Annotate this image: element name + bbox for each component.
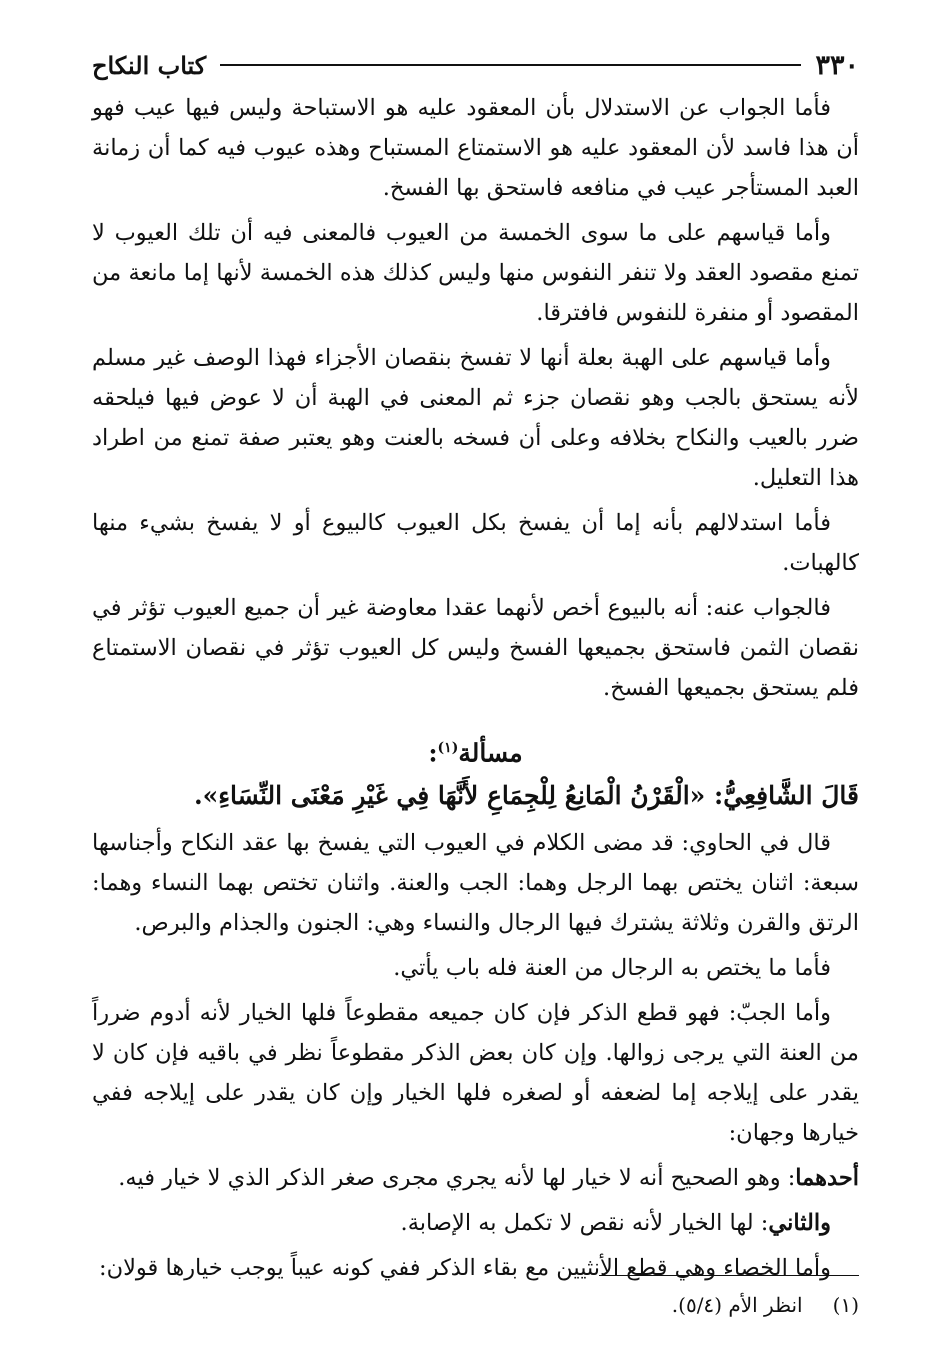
option-lead: أحدهما (795, 1165, 859, 1192)
paragraph: فأما ما يختص به الرجال من العنة فله باب يأتي. (393, 955, 831, 982)
option-lead: والثاني (768, 1210, 831, 1237)
paragraph: فالجواب عنه: أنه بالبيوع أخص لأنهما عقدا معاوضة غير أن جميع العيوب تؤثر في نقصان الثمن فاستحق بجميعها الفسخ وليس كل العيوب تؤثر في نقصان الاستمتاع فلم يستحق بجميعها الفسخ. (92, 595, 859, 701)
option-second (92, 1203, 859, 1243)
page-number: ٣٣٠ (815, 49, 859, 81)
page-body (92, 88, 859, 1282)
book-title: كتاب النكاح (92, 50, 207, 80)
paragraph: وأما قياسهم على الهبة بعلة أنها لا تفسخ بنقصان الأجزاء فهذا الوصف غير مسلم لأنه يستحق بالجب وهو نقصان جزء ثم المعنى في الهبة أن لا عوض فيها فيلحقه ضرر بالعيب والنكاح بخلافه وعلى أن فسخه بالعنت وهو يعتبر صفة تمنع من اطراد هذا التعليل. (92, 345, 859, 491)
paragraph: فأما الجواب عن الاستدلال بأن المعقود عليه هو الاستباحة وليس فيها عيب فهو أن هذا فاسد لأن المعقود عليه هو الاستمتاع المستباح وهذه عيوب فيه كما أن زمانة العبد المستأجر عيب في منافعه فاستحق بها الفسخ. (92, 95, 859, 201)
masala-title: مسألة (458, 738, 523, 768)
option-text: : لها الخيار لأنه نقص لا تكمل به الإصابة. (400, 1210, 769, 1237)
option-first (92, 1158, 859, 1198)
paragraph: فأما استدلالهم بأنه إما أن يفسخ بكل العيوب كالبيوع أو لا يفسخ بشيء منها كالهبات. (92, 510, 859, 576)
footnote-text: انظر الأم (٥/٤). (671, 1293, 803, 1317)
header-rule (220, 64, 801, 66)
masala-heading (92, 728, 859, 773)
paragraph: وأما الخصاء وهي قطع الأنثيين مع بقاء الذكر ففي كونه عيباً يوجب خيارها قولان: (99, 1255, 831, 1282)
shafii-quote: قَالَ الشَّافِعِيُّ: «الْقَرْنُ الْمَانِعُ لِلْجِمَاعِ لأَنَّهَا فِي غَيْرِ مَعْنَى النِّسَاءِ». (193, 781, 859, 811)
paragraph: وأما الجبّ: فهو قطع الذكر فإن كان جميعه مقطوعاً فلها الخيار لأنه أدوم ضرراً من العنة التي يرجى زوالها. وإن كان بعض الذكر مقطوعاً نظر في باقيه فإن كان لا يقدر على إيلاجه إما لضعفه أو لصغره فلها الخيار وإن كان يقدر على إيلاجه ففي خيارها وجهان: (92, 1000, 859, 1147)
page-header (92, 48, 859, 82)
footnote-ref: (١) (437, 740, 459, 756)
paragraph: قال في الحاوي: قد مضى الكلام في العيوب التي يفسخ بها عقد النكاح وأجناسها سبعة: اثنان يختص بهما الرجل وهما: الجب والعنة. واثنان تختص بهما النساء وهما: الرتق والقرن وثلاثة يشترك فيها الرجال والنساء وهي: الجنون والجذام والبرص. (92, 830, 859, 937)
footnote (92, 1290, 859, 1320)
paragraph: وأما قياسهم على ما سوى الخمسة من العيوب فالمعنى فيه أن تلك العيوب لا تمنع مقصود العقد ولا تنفر النفوس منها وليس كذلك هذه الخمسة لأنها إما مانعة من المقصود أو منفرة للنفوس فافترقا. (92, 220, 859, 326)
masala-colon: : (428, 738, 438, 768)
footnote-number: (١) (832, 1293, 859, 1317)
option-text: : وهو الصحيح أنه لا خيار لها لأنه يجري مجرى صغر الذكر الذي لا خيار فيه. (118, 1165, 796, 1192)
footnote-rule (599, 1275, 859, 1276)
